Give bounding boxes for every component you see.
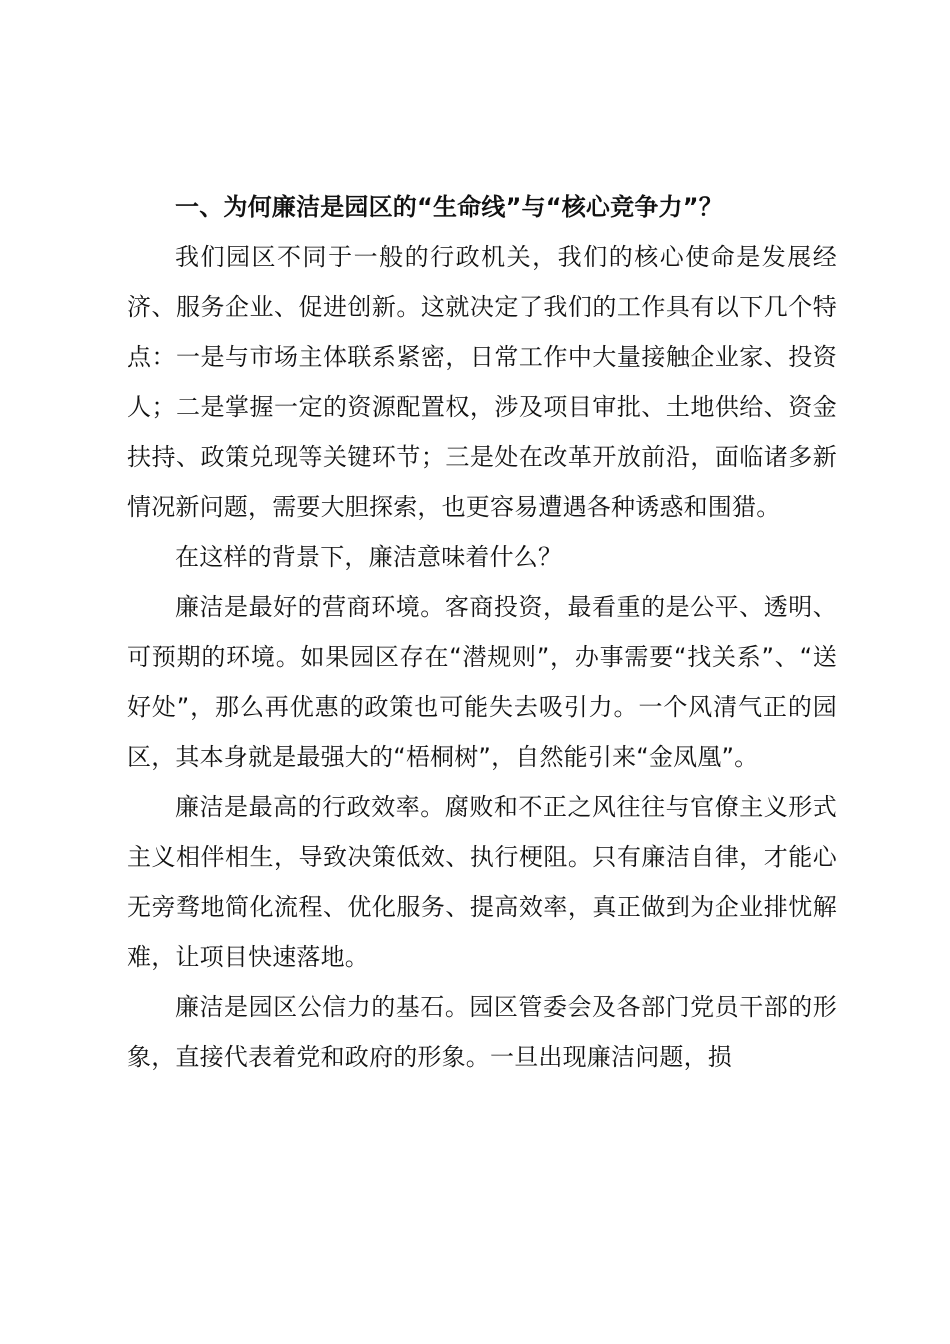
document-body <box>127 182 837 1082</box>
section-heading: 一、为何廉洁是园区的“生命线”与“核心竞争力”？ <box>175 193 723 221</box>
paragraph-question: 在这样的背景下，廉洁意味着什么？ <box>175 543 563 571</box>
paragraph-business-environment: 廉洁是最好的营商环境。客商投资，最看重的是公平、透明、可预期的环境。如果园区存在“潜规则”，办事需要“找关系”、“送好处”，那么再优惠的政策也可能失去吸引力。一个风清气正的园区，其本身就是最强大的“梧桐树”，自然能引来“金凤凰”。 <box>127 593 837 771</box>
paragraph-administrative-efficiency: 廉洁是最高的行政效率。腐败和不正之风往往与官僚主义形式主义相伴相生，导致决策低效、执行梗阻。只有廉洁自律，才能心无旁骛地简化流程、优化服务、提高效率，真正做到为企业排忧解难，让项目快速落地。 <box>127 793 837 971</box>
paragraph-park-characteristics: 我们园区不同于一般的行政机关，我们的核心使命是发展经济、服务企业、促进创新。这就决定了我们的工作具有以下几个特点：一是与市场主体联系紧密，日常工作中大量接触企业家、投资人；二是掌握一定的资源配置权，涉及项目审批、土地供给、资金扶持、政策兑现等关键环节；三是处在改革开放前沿，面临诸多新情况新问题，需要大胆探索，也更容易遭遇各种诱惑和围猎。 <box>127 243 837 521</box>
paragraph-credibility: 廉洁是园区公信力的基石。园区管委会及各部门党员干部的形象，直接代表着党和政府的形象。一旦出现廉洁问题，损 <box>127 993 837 1071</box>
